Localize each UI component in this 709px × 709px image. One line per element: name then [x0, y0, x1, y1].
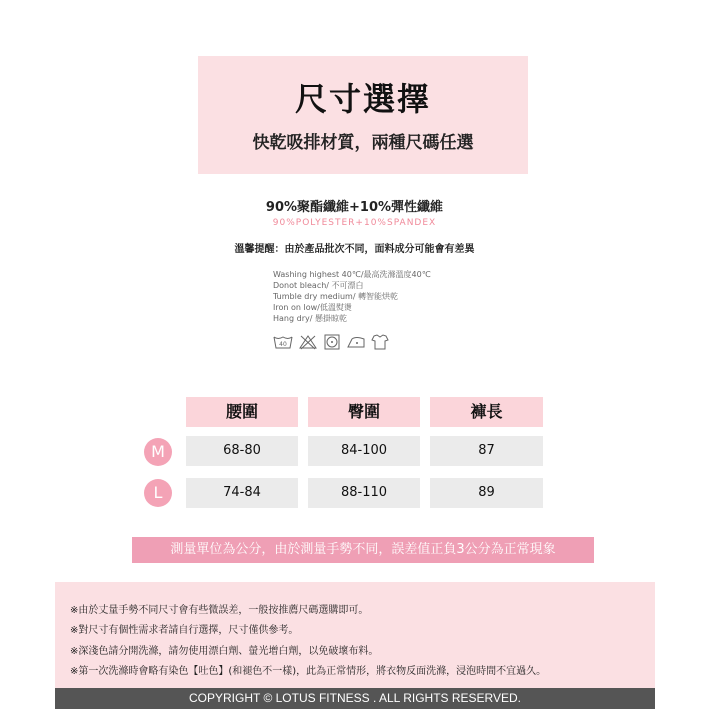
wash-40-icon [273, 334, 293, 350]
table-cell: 89 [430, 478, 543, 508]
material-notice: 溫馨提醒：由於產品批次不同，面料成分可能會有差異 [234, 244, 475, 255]
tumble-dry-icon [323, 334, 341, 350]
table-cell: 68-80 [186, 436, 298, 466]
wash-temp-label: 40 [279, 341, 287, 348]
title-banner [198, 56, 528, 174]
note-item: ※由於丈量手勢不同尺寸會有些微誤差，一般按推薦尺碼選購即可。 [70, 605, 369, 616]
care-line: Hang dry/ 懸掛晾乾 [273, 314, 347, 323]
material-composition-cn: 90%聚酯纖維+10%彈性纖維 [265, 200, 444, 215]
care-line: Washing highest 40℃/最高洗滌溫度40℃ [273, 270, 431, 279]
size-badge-l: L [144, 479, 172, 507]
iron-low-icon [346, 334, 366, 350]
measurement-note: 測量單位為公分，由於測量手勢不同，誤差值正負3公分為正常現象 [132, 537, 594, 563]
material-composition-en: 90%POLYESTER+10%SPANDEX [272, 218, 437, 228]
notes-panel [55, 582, 655, 690]
no-bleach-icon [298, 334, 318, 350]
header-length: 褲長 [430, 397, 543, 427]
page-title: 尺寸選擇 [294, 80, 431, 118]
size-badge-m: M [144, 438, 172, 466]
note-item: ※深淺色請分開洗滌，請勿使用漂白劑、螢光增白劑，以免破壞布料。 [70, 646, 379, 657]
care-line: Tumble dry medium/ 轉智能烘乾 [273, 292, 399, 301]
note-item: ※對尺寸有個性需求者請自行選擇，尺寸僅供參考。 [70, 625, 299, 636]
copyright-footer: COPYRIGHT © LOTUS FITNESS . ALL RIGHTS RESERVED. [55, 688, 655, 709]
care-line: Donot bleach/ 不可漂白 [273, 281, 364, 290]
table-cell: 84-100 [308, 436, 420, 466]
care-icons [273, 334, 389, 350]
care-instructions [273, 269, 431, 324]
note-item: ※第一次洗滌時會略有染色【吐色】(和褪色不一樣)，此為正常情形，將衣物反面洗滌，浸泡時間不宜過久。 [70, 666, 547, 677]
header-waist: 腰圍 [186, 397, 298, 427]
table-cell: 87 [430, 436, 543, 466]
table-cell: 88-110 [308, 478, 420, 508]
hang-dry-icon [371, 334, 389, 350]
care-line: Iron on low/低溫熨燙 [273, 303, 352, 312]
table-cell: 74-84 [186, 478, 298, 508]
header-hip: 臀圍 [308, 397, 420, 427]
page-subtitle: 快乾吸排材質，兩種尺碼任選 [252, 133, 474, 153]
